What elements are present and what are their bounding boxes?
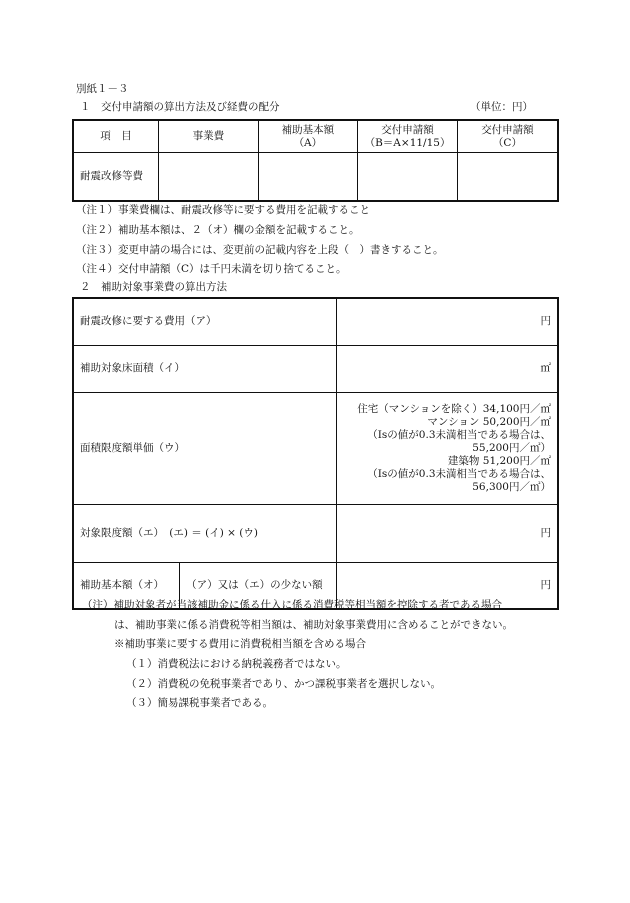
price-mansion-is-value: 55,200円／㎡） xyxy=(472,441,551,454)
unit-label: （単位：円） xyxy=(470,101,533,113)
header-project-cost: 事業費 xyxy=(159,120,258,153)
price-mansion: マンション 50,200円／㎡ xyxy=(427,415,551,428)
tax-note-line3: ※補助事業に要する費用に消費税相当額を含める場合 xyxy=(114,638,366,650)
tax-condition-3: （３）簡易課税事業者である。 xyxy=(126,697,273,709)
section1-title: １ 交付申請額の算出方法及び経費の配分 xyxy=(80,101,280,113)
label-unit-price-limit: 面積限度額単価（ウ） xyxy=(73,392,337,504)
label-seismic-cost: 耐震改修に要する費用（ア） xyxy=(73,298,337,345)
table-row xyxy=(73,345,558,392)
unit-yen-1: 円 xyxy=(337,298,558,345)
unit-price-details xyxy=(337,392,558,504)
note-4: （注４）交付申請額（C）は千円未満を切り捨てること。 xyxy=(76,263,347,275)
unit-yen-5: 円 xyxy=(337,562,558,609)
price-building: 建築物 51,200円／㎡ xyxy=(447,454,551,467)
table-header-row xyxy=(73,120,558,153)
tax-condition-1: （１）消費税法における納税義務者ではない。 xyxy=(126,658,347,670)
note-3: （注３）変更申請の場合には、変更前の記載内容を上段（ ）書きすること。 xyxy=(76,244,444,256)
header-base-amount: 補助基本額 （A） xyxy=(258,120,358,153)
header-application-b: 交付申請額 （B＝A×11/15） xyxy=(358,120,458,153)
section2-title: ２ 補助対象事業費の算出方法 xyxy=(80,281,227,293)
label-target-limit: 対象限度額（エ） (エ) ＝ (イ) × (ウ) xyxy=(73,504,337,562)
table-row xyxy=(73,392,558,504)
cell-project-cost xyxy=(159,153,258,202)
tax-condition-2: （２）消費税の免税事業者であり、かつ課税事業者を選択しない。 xyxy=(126,678,441,690)
tax-note-line1: （注）補助対象者が当該補助金に係る仕入に係る消費税等相当額を控除する者である場合 xyxy=(82,599,502,611)
eligible-cost-table xyxy=(72,297,559,610)
header-application-c: 交付申請額 （C） xyxy=(457,120,558,153)
table-row xyxy=(73,153,558,202)
table-row xyxy=(73,504,558,562)
note-1: （注１）事業費欄は、耐震改修等に要する費用を記載すること xyxy=(76,204,370,216)
header-item: 項 目 xyxy=(73,120,159,153)
cell-base-amount xyxy=(258,153,358,202)
label-floor-area: 補助対象床面積（イ） xyxy=(73,345,337,392)
table-row xyxy=(73,298,558,345)
cell-application-c xyxy=(457,153,558,202)
note-2: （注２）補助基本額は、２（オ）欄の金額を記載すること。 xyxy=(76,224,360,236)
price-housing: 住宅（マンションを除く）34,100円／㎡ xyxy=(357,402,551,415)
price-mansion-is-note: （Isの値が0.3未満相当である場合は、 xyxy=(367,428,551,441)
price-building-is-value: 56,300円／㎡） xyxy=(472,480,551,493)
row-label-seismic: 耐震改修等費 xyxy=(73,153,159,202)
unit-yen-4: 円 xyxy=(337,504,558,562)
label-base-amount: 補助基本額（オ） xyxy=(73,562,180,609)
application-amount-table xyxy=(72,119,559,202)
price-building-is-note: （Isの値が0.3未満相当である場合は、 xyxy=(367,467,551,480)
unit-sqm: ㎡ xyxy=(337,345,558,392)
cell-application-b xyxy=(358,153,458,202)
tax-note-line2: は、補助事業に係る消費税等相当額は、補助対象事業費用に含めることができない。 xyxy=(114,619,513,631)
attachment-number: 別紙１－３ xyxy=(76,83,129,95)
base-amount-rule: （ア）又は（エ）の少ない額 xyxy=(180,562,337,609)
